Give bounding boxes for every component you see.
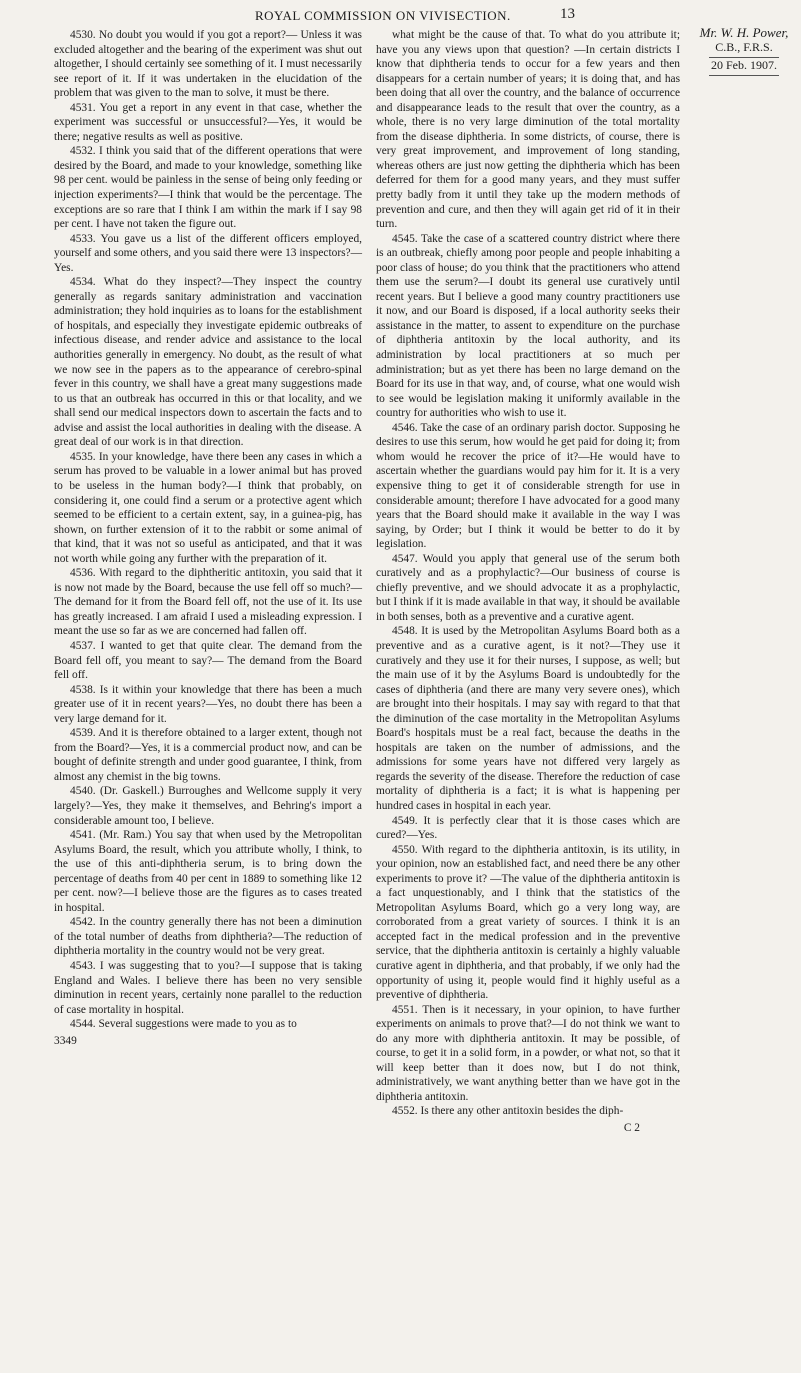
paragraph: 4535. In your knowledge, have there been any cases in which a serum has proved to be valuable in a lower animal but has proved to be useless in the human body?—I think that probably, on considering it, one could find a serum or a protective agent which seemed to be efficient to a certain extent, say, in a guinea-pig, has shown, on further extension of it to the rabbit or some animal of that kind, that it was not so useful as anticipated, and that it was not worth while going any further with the preparation of it. [54, 450, 362, 565]
paragraph: 4546. Take the case of an ordinary parish doctor. Supposing he desires to use this serum, how would he get paid for doing it; from whom would he recover the price of it?—He would have to ascertain whether the guardians would pay him for it. It is a very expensive thing to get it of considerable strength for use in considerable amount; therefore I have advocated for a good many years that the Board should make it available in the way I was saying, by Order; but I think it would be better to do it by legislation. [376, 421, 680, 551]
paragraph: 4545. Take the case of a scattered country district where there is an outbreak, chiefly among poor people and people inhabiting a poor class of house; do you think that the practitioners who attend them use the serum?—I doubt its general use curatively until recent years. But I believe a good many country practitioners use it now, and our Board is disposed, if a local authority seeks their assistance in the matter, to assent to expenditure on the purchase of diphtheria antitoxin by the local authority, and its administration by local practitioners at so much per administration; but as yet there has been no large demand on the Board for its use in that way, and, of course, what one would wish to see would be legislation making it uniformly available in the country for authorities who wish to use it. [376, 232, 680, 420]
paragraph: what might be the cause of that. To what do you attribute it; have you any views upon that question? —In certain districts I know that diphtheria tends to occur for a few years and then disappears for a certain number of years; it is doing that, and has been doing that all over the country, and the balance of occurrence and disappearance leads to the result that over the country, as a whole, there is no very large diminution of the total mortality from the disease diphtheria. In some districts, of course, there is very great improvement, and improvement of long standing, whereas others are just now getting the diphtheria which has been deferred for them for a good many years, and they must suffer pretty badly from it until they take up the modern methods of prevention and cure, and then they will again get rid of it in their turn. [376, 29, 680, 231]
paragraph: 4531. You get a report in any event in that case, whether the experiment was successful or unsuccessful?—Yes, it would be there; negative results as well as positive. [54, 101, 362, 143]
left-column [54, 28, 362, 1048]
paragraph: 4542. In the country generally there has not been a diminution of the total number of deaths from diphtheria?—The reduction of diphtheria mortality in the country would not be very great. [54, 916, 362, 958]
paragraph: 4536. With regard to the diphtheritic antitoxin, you said that it is now not made by the Board, because the use fell off so much?—The demand for it from the Board fell off, not the use of it. Its use has greatly increased. I am afraid I used a misleading expression. I meant the use so far as we are concerned had fallen off. [54, 567, 362, 638]
paragraph: 4533. You gave us a list of the different officers employed, yourself and some others, and you said there were 13 inspectors?—Yes. [54, 232, 362, 274]
paragraph: 4530. No doubt you would if you got a report?— Unless it was excluded altogether and the bearing of the experiment was shut out altogether, I should certainly see something of it. I must necessarily see report of it. If it was undertaken in the elucidation of the problem that was given to the man to solve, it must be there. [54, 29, 362, 100]
paragraph: 4544. Several suggestions were made to you as to [70, 1018, 297, 1031]
signature-mark: 3349 [54, 1034, 77, 1047]
paragraph: 4532. I think you said that of the different operations that were desired by the Board, and made to your knowledge, something like 98 per cent. would be painless in the sense of being only feeding or injection experiments?—I think that would be the percentage. The exceptions are so rare that I think I am within the mark if I say 98 per cent. I have not taken the figure out. [54, 145, 362, 231]
paragraph: 4547. Would you apply that general use of the serum both curatively and as a prophylactic?—Our business of course is chiefly preventive, and we should advocate it as a prophylactic, but I think if it is made available in that way, it should be available in both senses, both as a preventive and a curative agent. [376, 552, 680, 623]
paragraph: 4540. (Dr. Gaskell.) Burroughes and Wellcome supply it very largely?—Yes, they make it themselves, and Behring's import a considerable amount too, I believe. [54, 785, 362, 827]
paragraph: 4549. It is perfectly clear that it is those cases which are cured?—Yes. [376, 814, 680, 842]
paragraph: 4534. What do they inspect?—They inspect the country generally as regards sanitary administration and vaccination administration; they hold inquiries as to loans for the establishment of hospitals, and especially they investigate epidemic outbreaks of infectious disease, and render advice and assistance to the local authorities generally in emergency. No doubt, as the result of what we now see in the papers as to the appearance of cerebro-spinal fever in this country, we shall have a great many suggestions made to us that an outbreak has occurred in this or that locality, and we shall send our medical inspectors down to ascertain the facts and to advise and assist the local authorities in dealing with the disease. A great deal of our work is in that direction. [54, 276, 362, 449]
paragraph: 4551. Then is it necessary, in your opinion, to have further experiments on animals to prove that?—I do not think we want to do any more with diphtheria antitoxin. It may be possible, of course, to get it in a solid form, in a powder, or what not, so that it will keep better than it does now, but I do not think, administratively, we want anything better than we have got in the diphtheria antitoxin. [376, 1003, 680, 1103]
sidenote-divider-bottom [709, 75, 779, 76]
paragraph: 4537. I wanted to get that quite clear. The demand from the Board fell off, you meant to say?— The demand from the Board fell off. [54, 639, 362, 682]
signature-mark: C 2 [623, 1122, 640, 1135]
running-title: ROYAL COMMISSION ON VIVISECTION. [255, 8, 511, 23]
paragraph: 4548. It is used by the Metropolitan Asylums Board both as a preventive and as a curative agent, is it not?—They use it curatively and they use it for their nurses, I suppose, as well; but the main use of it by the Asylums Board is undoubtedly for the cases of diphtheria (and there are many very severe ones), which are brought into their hospitals. I may say with regard to that that the diminution of the case mortality in the Metropolitan Asylums Board's hospitals must be a real fact, because the deaths in the hospitals are taken on the number of admissions, and the admissions for some years have not differed very largely as regards the severity of the disease. Therefore the reduction of case mortality of diphtheria is a fact; it is what is happening per hundred cases in hospital in each year. [376, 625, 680, 812]
paragraph: 4538. Is it within your knowledge that there has been a much greater use of it in recent years?—Yes, no doubt there has been a very large demand for it. [54, 683, 362, 725]
page-header [0, 6, 801, 28]
paragraph: 4550. With regard to the diphtheria antitoxin, is its utility, in your opinion, now an established fact, and need there be any other experiments to prove it? —The value of the diphtheria antitoxin is a fact unquestionably, and I think that the statistics of the Metropolitan Asylums Board, which go a very long way, are corroborated from a great variety of sources. I think it is an accepted fact in the medical profession and in the preventive service, that the diphtheria antitoxin is certainly a highly valuable curative agent in diphtheria, and that probably, if we only had the opportunity of using it, people would find it highly useful as a preventive of diphtheria. [376, 843, 680, 1002]
witness-sidenote [690, 26, 798, 76]
evidence-date: 20 Feb. 1907. [711, 58, 777, 72]
paragraph: 4552. Is there any other antitoxin besides the diph- [392, 1105, 624, 1118]
paragraph: 4541. (Mr. Ram.) You say that when used by the Metropolitan Asylums Board, the result, which you attribute wholly, I think, to the use of this anti-diphtheria serum, is to bring down the percentage of deaths from 40 per cent in 1889 to something like 12 per cent. now?—I believe those are the figures as to cases treated in hospital. [54, 829, 362, 914]
paragraph: 4539. And it is therefore obtained to a larger extent, though not from the Board?—Yes, it is a commercial product now, and can be bought of definite strength and under good guarantee, I think, from almost any chemist in the big towns. [54, 727, 362, 783]
right-column [376, 28, 680, 1136]
page-number: 13 [560, 6, 575, 22]
witness-honours: C.B., F.R.S. [715, 40, 773, 54]
witness-name: Mr. W. H. Power, [699, 25, 789, 40]
paragraph: 4543. I was suggesting that to you?—I suppose that is taking England and Wales. I believe there has been no very sensible diminution in recent years, certainly none parallel to the reduction of case mortality in hospital. [54, 960, 362, 1016]
